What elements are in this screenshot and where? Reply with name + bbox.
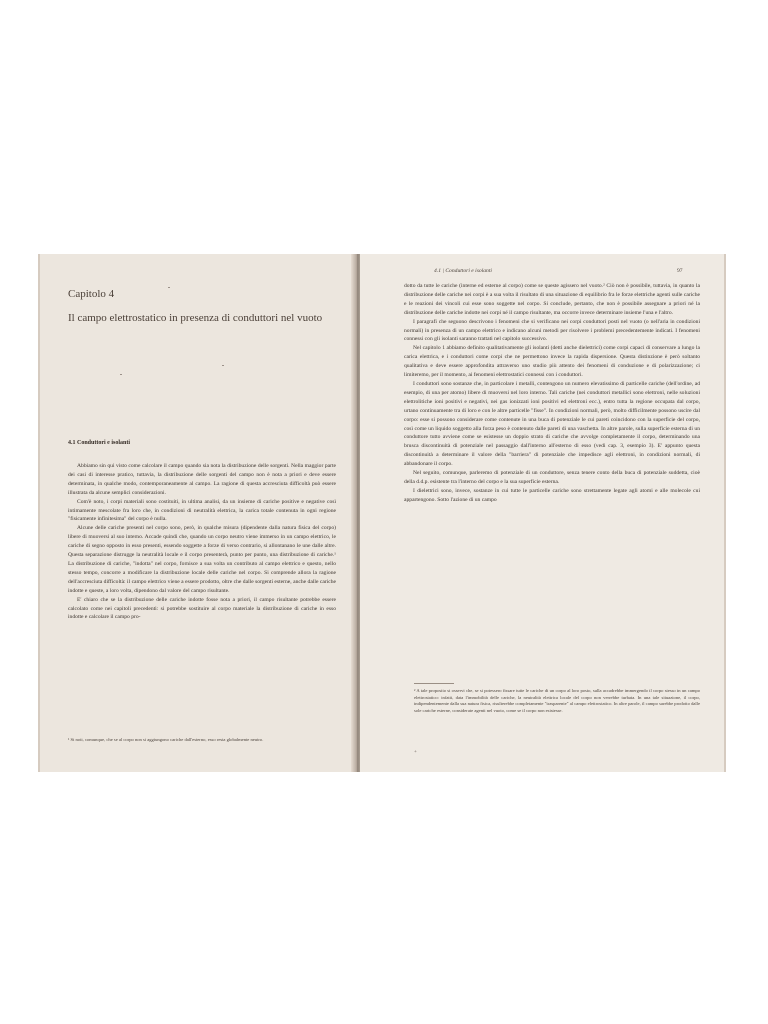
running-head: 4.1 | Conduttori e isolanti (434, 268, 492, 274)
footnote: ¹ Si noti, comunque, che se al corpo non si aggiungono cariche dall'esterno, esso resta globalmente neutro. (68, 737, 264, 742)
paragraph: Com'è noto, i corpi materiali sono costituiti, in ultima analisi, da un insieme di cariche positive e negative così intimamente mescolate fra loro che, in condizioni di neutralità elettrica, la carica totale contenuta in ogni regione "fisicamente infinitesima" del corpo è nulla. (68, 498, 336, 523)
scanned-book-spread (38, 254, 726, 772)
right-page (360, 254, 724, 772)
chapter-title: Il campo elettrostatico in presenza di conduttori nel vuoto (68, 312, 323, 324)
paragraph: dotto da tutte le cariche (interne ed esterne al corpo) come se queste agissero nel vuoto.² Ciò non è possibile, tuttavia, in quanto la distribuzione delle cariche nei corpi è a sua volta il risultato di una situazione di equilibrio fra le forze elettriche agenti sulle cariche e le reazioni dei vincoli cui esse sono soggette nel corpo. Si conclude, pertanto, che non è possibile assegnare a priori né la distribuzione delle cariche indotte nei corpi né il campo risultante, ma occorre invece determinare insieme l'una e l'altro. (404, 283, 700, 316)
paragraph: I conduttori sono sostanze che, in particolare i metalli, contengono un numero elevatissimo di particelle cariche (dell'ordine, ad esempio, di una per atomo) libere di muoversi nel loro interno. Tali cariche (nei conduttori metallici sono elettroni, nelle soluzioni elettrolitiche ioni positivi e negativi, nei gas ionizzati ioni positivi ed elettroni ecc.), entro tutta la regione occupata dal corpo, urtano continuamente tra di loro e con le altre particelle "fisse". In condizioni normali, però, molto difficilmente possono uscire dal corpo: esse si possono considerare come contenute in una buca di potenziale le cui pareti coincidono con la superficie del corpo, così come un liquido soggetto alla forza peso è contenuto dalle pareti di una vaschetta. In altre parole, sulla superficie esterna di un conduttore tutto avviene come se esistesse un doppio strato di cariche che avvolge completamente il corpo, determinando una brusca discontinuità di potenziale nel passaggio dall'interno all'esterno di esso (vedi cap. 3, esempio 3). E' appunto questa discontinuità a determinare il valore della "barriera" di potenziale che impedisce agli elettroni, in condizioni normali, di abbandonare il corpo. (404, 380, 700, 468)
chapter-label: Capitolo 4 (68, 288, 115, 300)
right-body-text (404, 282, 700, 505)
paragraph: E' chiaro che se la distribuzione delle cariche indotte fosse nota a priori, il campo risultante potrebbe essere calcolato come nei capitoli precedenti: si potrebbe sostituire al corpo materiale la distribuzione di cariche in esso indotte e calcolare il campo pro- (68, 596, 336, 621)
paragraph: Nel capitolo 1 abbiamo definito qualitativamente gli isolanti (detti anche dielettrici) come corpi capaci di conservare a lungo la carica elettrica, e i conduttori come corpi che ne permettono invece la rapida dispersione. Questa distinzione è però soltanto qualitativa e deve essere approfondita attraverso uno studio più attento dei fenomeni di conduzione e di polarizzazione; ci limiteremo, per il momento, ai fenomeni elettrostatici connessi con i conduttori. (404, 345, 700, 379)
paragraph: Abbiamo sin qui visto come calcolare il campo quando sia nota la distribuzione delle sorgenti. Nella maggior parte dei casi di interesse pratico, tuttavia, la distribuzione delle sorgenti del campo non è nota a priori e deve essere determinata, in qualche modo, contemporaneamente al campo. La ragione di questa accresciuta difficoltà può essere illustrata da alcune semplici considerazioni. (68, 463, 336, 496)
footnote-rule (414, 683, 454, 684)
page-number: 97 (677, 268, 683, 274)
left-page (40, 254, 356, 772)
footnote: ² A tale proposito si osservi che, se si potessero fissare tutte le cariche di un corpo al loro posto, sulla accadrebbe immergendo il corpo stesso in un campo elettrostatico: infatti, data l'immobilità delle cariche, la neutralità elettrica locale del corpo non verrebbe turbata. In una tale situazione, il corpo, indipendentemente dalla sua natura fisica, risulterebbe completamente "trasparente" al campo elettrostatico. In altre parole, il campo sarebbe prodotto dalle sole cariche esterne, considerate agenti nel vuoto, come se il corpo non esistesse. (414, 688, 700, 713)
paragraph: I paragrafi che seguono descrivono i fenomeni che si verificano nei corpi conduttori posti nel vuoto (o nell'aria in condizioni normali) in presenza di un campo elettrico e indicano alcuni metodi per risolvere i problemi precedentemente indicati. I fenomeni connessi con gli isolanti saranno trattati nel capitolo successivo. (404, 318, 700, 343)
paragraph: I dielettrici sono, invece, sostanze in cui tutte le particelle cariche sono strettamente legate agli atomi e alle molecole cui appartengono. Sotto l'azione di un campo (404, 487, 700, 503)
paragraph: Nel seguito, comunque, parleremo di potenziale di un conduttore, senza tenere conto della buca di potenziale suddetta, cioè della d.d.p. esistente tra l'interno del corpo e la sua superficie esterna. (404, 470, 700, 485)
scan-speck (120, 374, 122, 375)
section-heading: 4.1 Conduttori e isolanti (68, 440, 131, 446)
scan-speck (168, 287, 170, 288)
paragraph: Alcune delle cariche presenti nel corpo sono, però, in qualche misura (dipendente dalla natura fisica del corpo) libere di muoversi al suo interno. Accade quindi che, quando un corpo neutro viene immerso in un campo elettrico, le cariche di segno opposto in esso presenti, essendo soggette a forze di verso contrario, si allontanano le une dalle altre. Questa separazione distrugge la neutralità locale e il corpo presenterà, punto per punto, una distribuzione di cariche.¹ La distribuzione di cariche, "indotta" nel corpo, fornisce a sua volta un contributo al campo elettrico e questo, nello stesso tempo, concorre a modificare la distribuzione locale delle cariche nel corpo. Si comprende allora la ragione dell'accresciuta difficoltà: il campo elettrico viene a essere prodotto, oltre che dalle sorgenti esterne, anche dalle cariche indotte e queste, a loro volta, dipendono dal valore del campo risultante. (68, 525, 336, 594)
bottom-mark: + (414, 750, 417, 755)
scan-speck (222, 365, 224, 366)
left-body-text (68, 462, 336, 622)
